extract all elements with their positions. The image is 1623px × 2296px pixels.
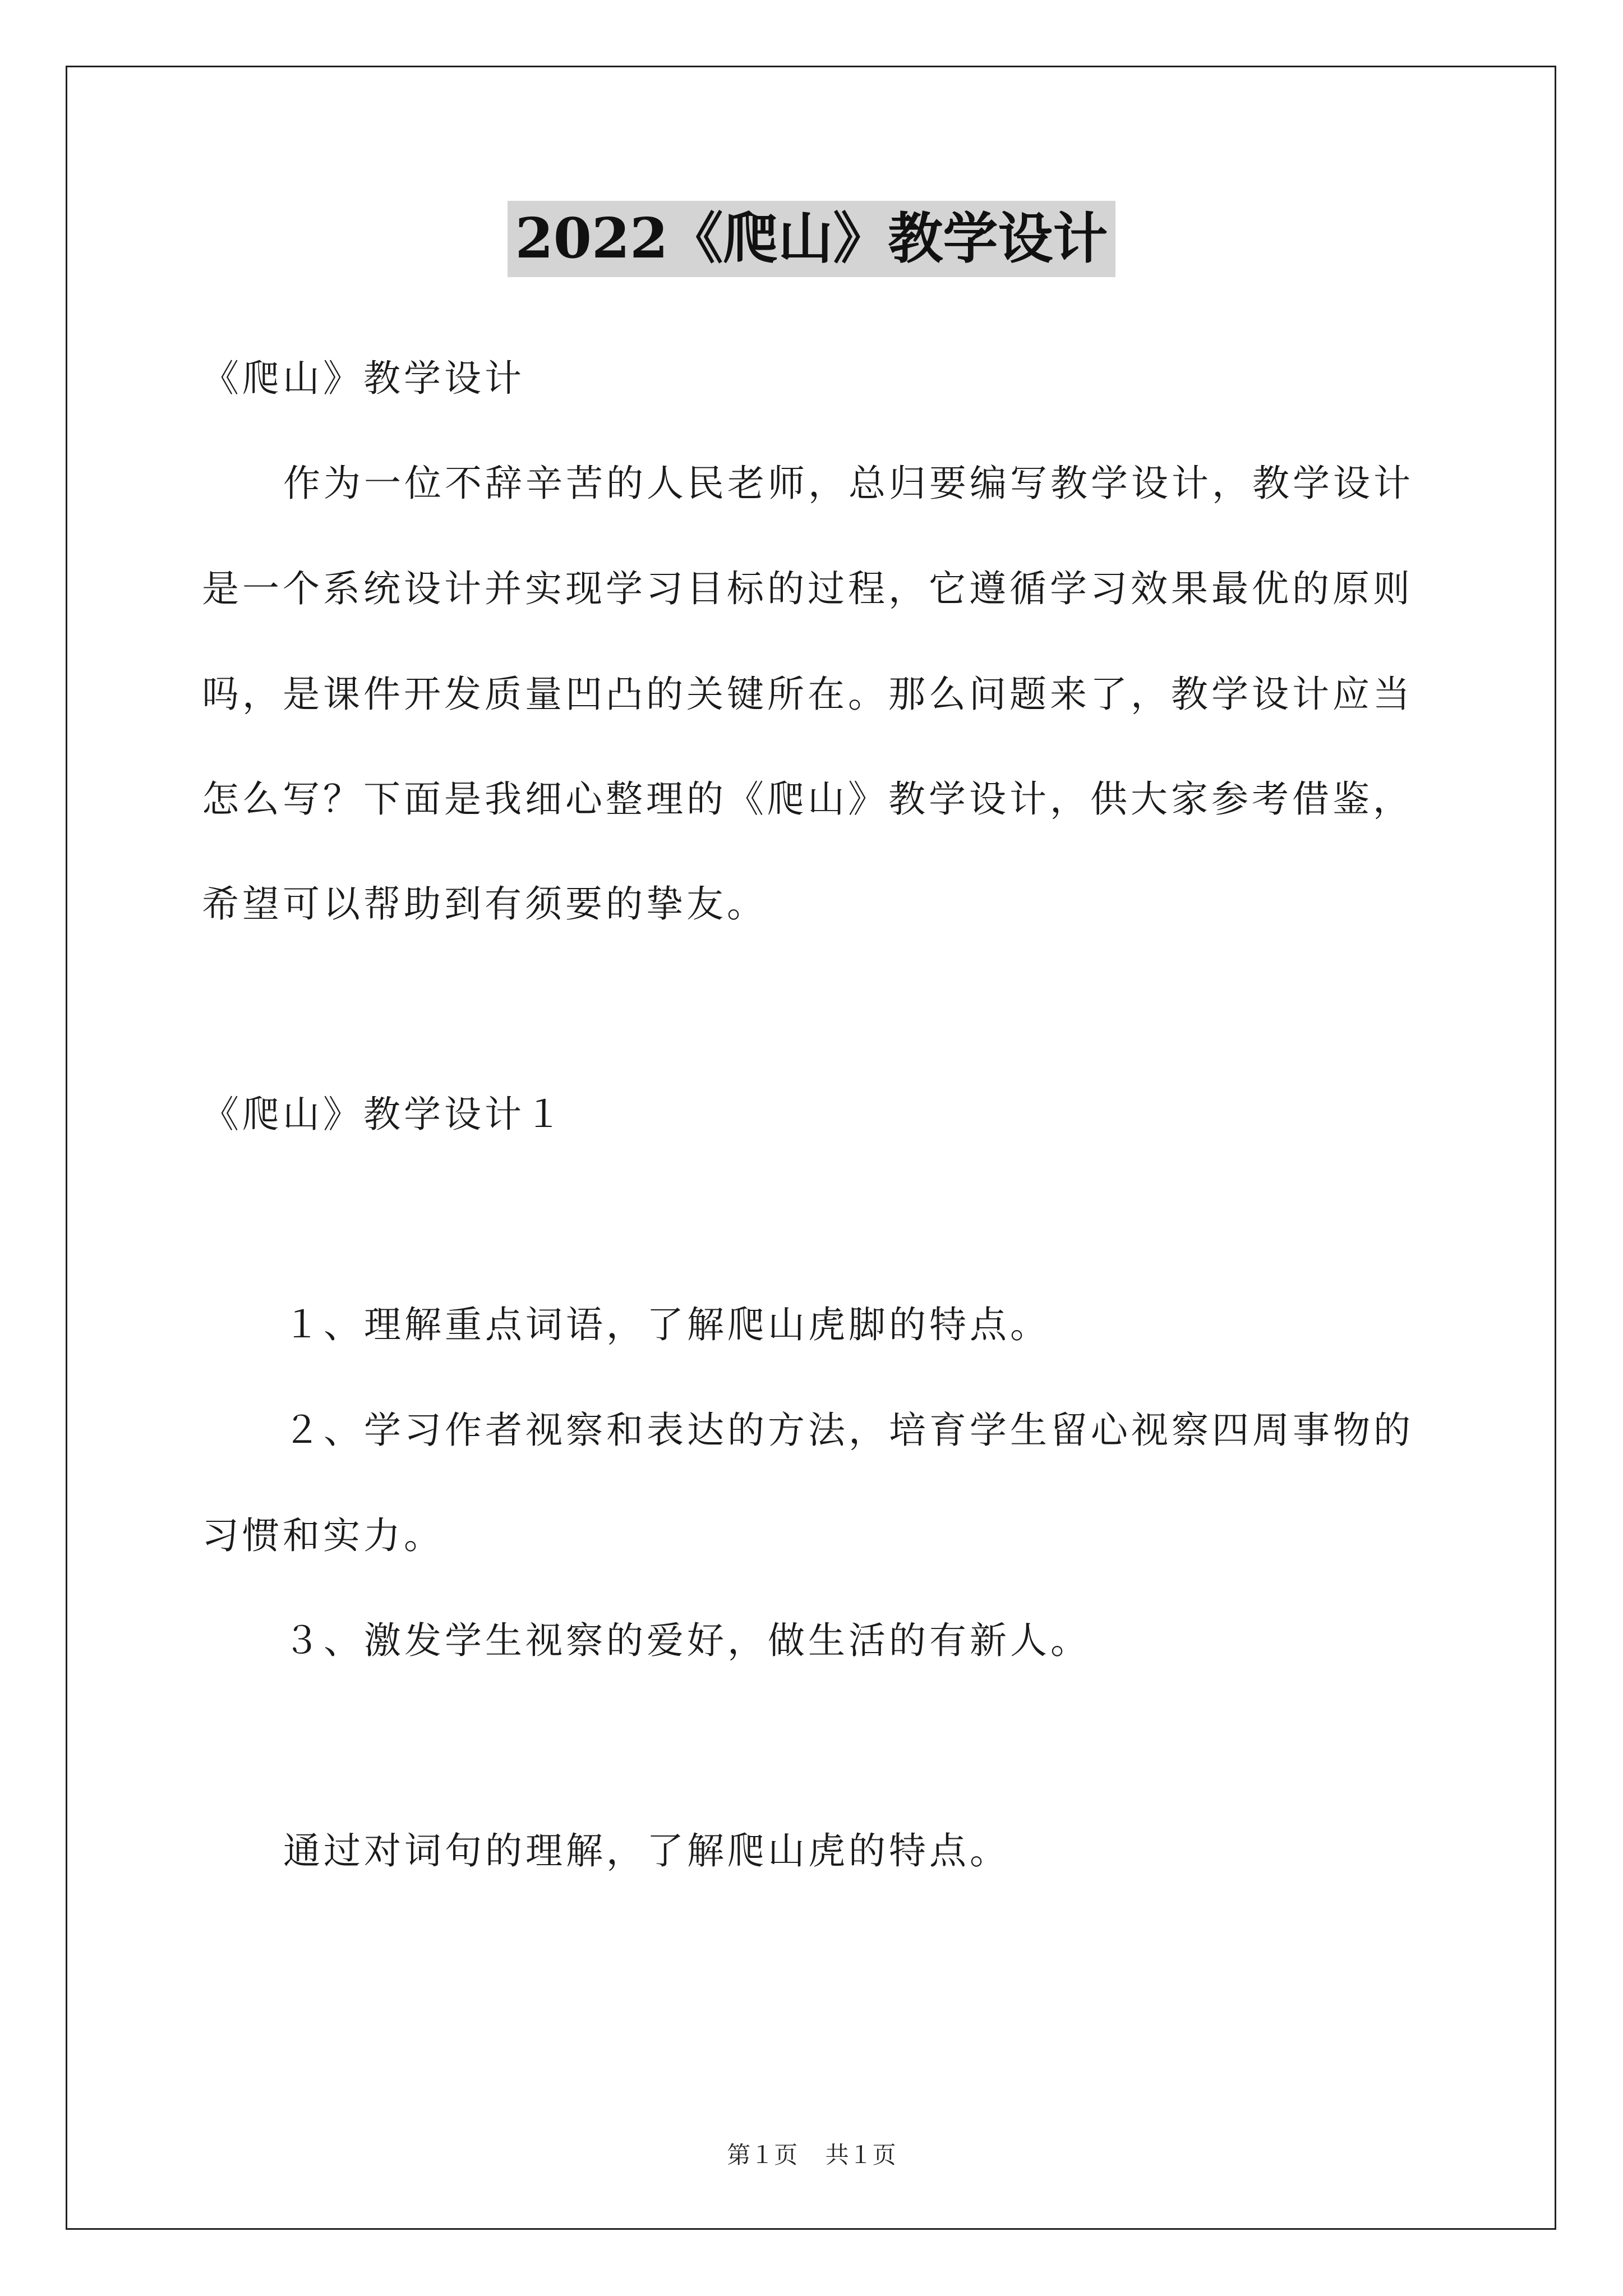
section-heading: 《爬山》教学设计１ (202, 1093, 565, 1136)
focus-line: 通过对词句的理解，了解爬山虎的特点。 (283, 1829, 1010, 1872)
page-footer (0, 2138, 1623, 2172)
page-total: 共１页 (825, 2141, 896, 2169)
intro-line: 怎么写？下面是我细心整理的《爬山》教学设计，供大家参考借鉴， (202, 777, 1413, 821)
document-title: 2022《爬山》教学设计 (508, 201, 1116, 277)
intro-line: 作为一位不辞辛苦的人民老师，总归要编写教学设计，教学设计 (283, 462, 1414, 505)
goal-line: ２、学习作者视察和表达的方法，培育学生留心视察四周事物的 (283, 1409, 1414, 1452)
goal-line: 习惯和实力。 (202, 1514, 444, 1557)
title-container (0, 201, 1623, 277)
subtitle: 《爬山》教学设计 (202, 357, 525, 400)
page-number: 第１页 (727, 2141, 798, 2169)
goal-line: １、理解重点词语，了解爬山虎脚的特点。 (283, 1303, 1050, 1346)
intro-line: 希望可以帮助到有须要的挚友。 (202, 882, 767, 926)
goal-line: ３、激发学生视察的爱好，做生活的有新人。 (283, 1619, 1091, 1662)
intro-line: 是一个系统设计并实现学习目标的过程，它遵循学习效果最优的原则 (202, 567, 1413, 610)
intro-line: 吗，是课件开发质量凹凸的关键所在。那么问题来了，教学设计应当 (202, 673, 1413, 716)
